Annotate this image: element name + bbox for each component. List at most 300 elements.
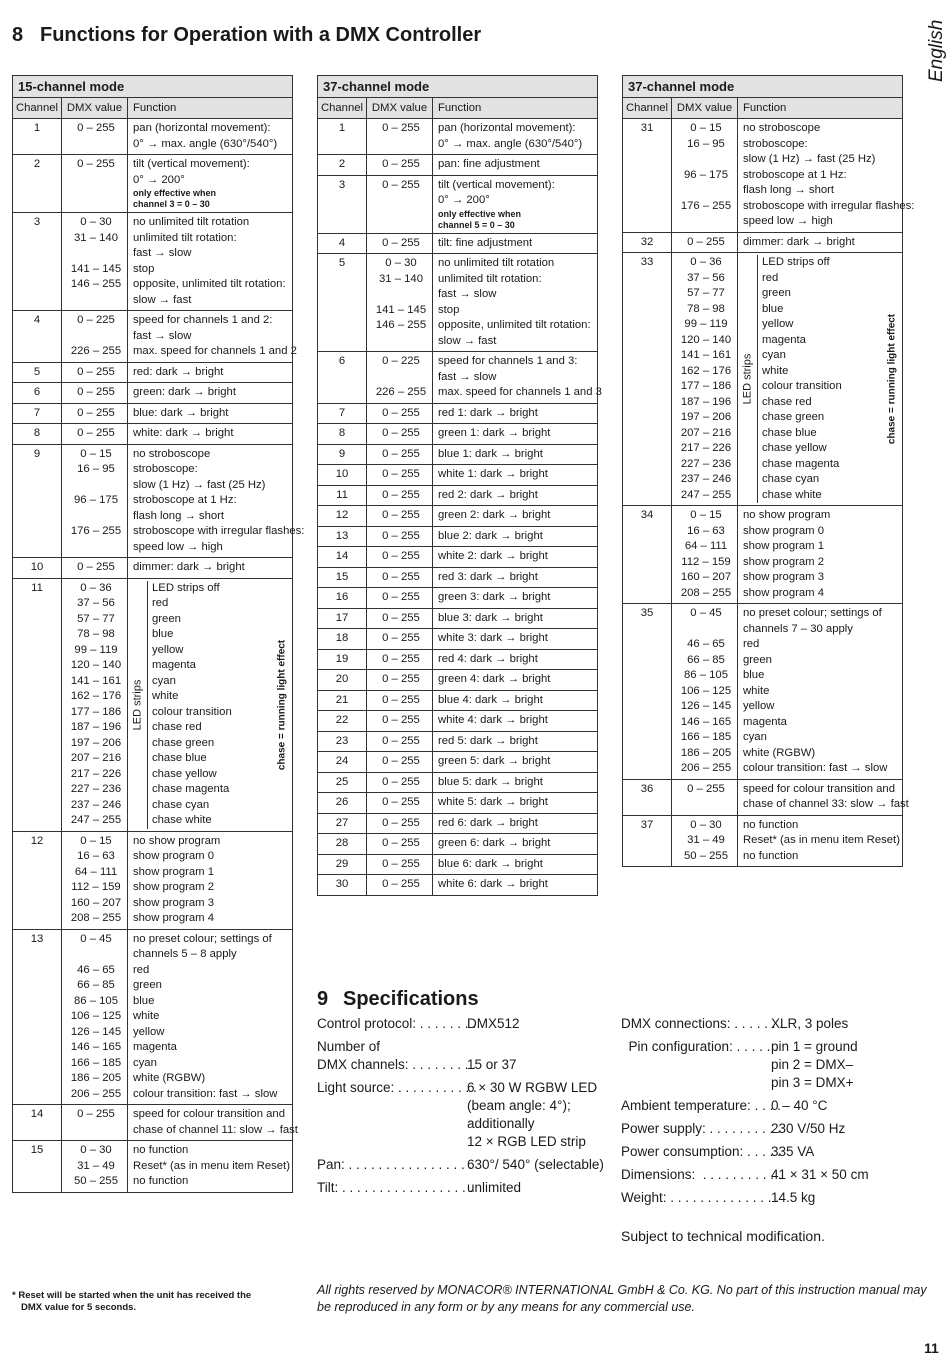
dmx-value: 66 – 85 [77,979,115,991]
function-text: red 6: dark → bright [438,816,538,829]
dmx-value: 141 – 161 [680,349,732,361]
channel-number: 13 [13,930,62,1105]
dmx-value: 208 – 255 [680,586,732,599]
section-title: Functions for Operation with a DMX Controller [40,24,482,46]
function-text: white 6: dark → bright [438,878,548,890]
table-row [13,383,292,404]
function-text: 0° → 200° [133,173,185,186]
dmx-value: 0 – 30 [80,1144,112,1156]
function-cell [128,1141,292,1192]
function-text: chase yellow [762,442,827,454]
function-cell [128,445,304,558]
spec-value: (beam angle: 4°); [467,1098,571,1113]
dmx-value: 16 – 95 [687,137,725,150]
spec-key: Dimensions: . . . . . . . . . . . [621,1167,782,1182]
table-row [318,352,602,404]
spec-value: 14.5 kg [771,1190,816,1205]
table-header [623,98,902,119]
dmx-value-cell [672,780,738,815]
dmx-value: 0 – 30 [690,818,722,831]
dmx-value: 237 – 246 [70,798,122,811]
dmx-value: 0 – 15 [690,509,722,521]
footnote-line: * Reset will be started when the unit has received the [12,1290,252,1301]
dmx-value: 126 – 145 [680,700,732,712]
dmx-value-cell [367,568,433,588]
channel-number: 11 [318,486,367,506]
function-text: fast → slow [133,247,192,259]
section-number: 8 [12,24,24,46]
table-15-channel-mode [12,75,305,1193]
function-text: chase red [762,395,812,408]
dmx-value: 186 – 205 [680,746,732,759]
function-cell [433,650,597,670]
function-text: max. speed for channels 1 and 2 [133,345,297,357]
dmx-value: 0 – 30 [385,257,417,269]
dmx-value: 86 – 105 [684,669,728,681]
table-header [13,98,292,119]
dmx-value: 0 – 255 [382,468,420,480]
function-cell [433,404,597,424]
function-text: yellow [743,700,775,712]
dmx-value-cell [62,832,128,929]
function-text: white (RGBW) [743,746,816,759]
dmx-value [672,214,737,230]
channel-number: 21 [318,691,367,711]
function-text: red [152,597,169,609]
function-text: white 2: dark → bright [438,550,548,562]
function-text: speed low → high [743,215,833,227]
dmx-value: 0 – 255 [77,406,115,419]
function-text: unlimited tilt rotation: [438,272,542,285]
table-row [13,213,292,311]
function-text: magenta [762,333,806,346]
dmx-value [672,183,737,199]
function-cell [433,527,597,547]
dmx-value-cell [367,547,433,567]
function-text: stroboscope at 1 Hz: [133,494,237,506]
dmx-value: 0 – 45 [690,607,722,619]
channel-number: 23 [318,732,367,752]
function-text: speed low → high [133,540,223,553]
dmx-value: 206 – 255 [680,762,732,774]
table-row [13,558,292,579]
dmx-value: 0 – 36 [690,256,722,268]
dmx-value [62,947,127,963]
header-function: Function [438,102,482,114]
channel-number: 15 [318,568,367,588]
section-8-heading [12,24,481,47]
dmx-value: 120 – 140 [680,333,732,346]
dmx-value: 31 – 140 [379,272,423,285]
dmx-value: 226 – 255 [375,386,427,398]
dmx-value [62,293,127,309]
function-cell [433,486,597,506]
channel-number: 13 [318,527,367,547]
channel-number: 22 [318,711,367,731]
function-text: blue [133,994,155,1007]
table-row [318,424,597,445]
function-cell [433,752,597,772]
table-header [318,98,597,119]
function-cell [433,155,597,175]
dmx-value: 120 – 140 [70,659,122,671]
spec-item [317,1038,604,1074]
dmx-value: 177 – 186 [70,705,122,718]
function-text: blue [762,302,784,315]
function-text: blue [152,628,174,640]
function-cell [738,780,909,815]
channel-number: 9 [13,445,62,558]
function-cell [433,670,597,690]
function-text: blue 2: dark → bright [438,529,543,542]
spec-value: additionally [467,1116,535,1131]
dmx-value: 0 – 255 [77,365,115,378]
function-text: no unlimited tilt rotation [133,216,250,228]
dmx-value: 146 – 165 [680,715,732,728]
channel-number: 14 [318,547,367,567]
dmx-value: 0 – 255 [382,488,420,501]
dmx-value: 187 – 196 [680,395,732,408]
table-row [13,311,297,363]
spec-value-group [771,1189,815,1207]
function-text: 0° → 200° [438,194,490,206]
spec-value-group [771,1120,845,1138]
spec-item [317,1079,604,1151]
spec-item [621,1097,869,1115]
function-text: cyan [762,349,786,361]
dmx-value: 0 – 255 [382,570,420,583]
channel-number: 2 [318,155,367,175]
dmx-value: 0 – 255 [382,427,420,439]
dmx-value: 0 – 255 [77,1108,115,1120]
dmx-value: 0 – 36 [80,581,112,594]
dmx-value-cell [367,793,433,813]
function-cell [128,213,292,310]
channel-number: 35 [623,604,672,779]
function-cell [433,793,597,813]
function-text: stroboscope with irregular flashes: [133,525,305,537]
table-row [318,588,597,609]
function-text: no preset colour; settings of [133,932,272,945]
table-row [318,404,597,425]
table-row [623,506,902,604]
table-row [318,486,597,507]
dmx-value: 160 – 207 [70,896,122,909]
dmx-value-cell [367,527,433,547]
dmx-value: 0 – 255 [382,611,420,624]
dmx-value-cell [672,506,738,603]
table-row [13,832,292,930]
table-row [623,253,902,506]
spec-item [317,1156,604,1174]
table-row [318,691,597,712]
dmx-value: 162 – 176 [680,364,732,377]
function-text: Reset* (as in menu item Reset) [743,834,900,846]
dmx-value: 0 – 225 [77,314,115,326]
function-cell [128,832,292,929]
dmx-value-cell [367,670,433,690]
dmx-value: 0 – 255 [382,236,420,249]
spec-value [467,1038,517,1056]
function-text: pan (horizontal movement): [438,122,576,134]
dmx-value: 177 – 186 [680,380,732,392]
function-text: chase white [762,488,822,501]
table-row [13,424,292,445]
led-strips-label-column [128,581,148,829]
dmx-value-cell [367,629,433,649]
dmx-value: 96 – 175 [74,494,118,506]
dmx-value: 126 – 145 [70,1025,122,1038]
channel-number: 6 [13,383,62,403]
dmx-value: 166 – 185 [680,731,732,743]
function-text: green 4: dark → bright [438,673,551,685]
dmx-value: 0 – 15 [80,834,112,847]
dmx-value-cell [367,465,433,485]
channel-number: 10 [318,465,367,485]
channel-number: 3 [318,176,367,233]
dmx-value: 37 – 56 [687,271,725,284]
channel-number: 9 [318,445,367,465]
footnote-line: DMX value for 5 seconds. [21,1302,137,1313]
dmx-value: 146 – 255 [375,319,427,331]
dmx-value-cell [367,711,433,731]
dmx-value: 0 – 15 [80,447,112,460]
table-row [318,670,597,691]
dmx-value: 247 – 255 [680,488,732,501]
dmx-value-cell [367,234,433,254]
channel-number: 20 [318,670,367,690]
function-text: LED strips off [762,256,830,268]
function-text: white: dark → bright [133,427,234,439]
function-text: green 1: dark → bright [438,427,551,439]
function-text: blue [743,669,765,681]
dmx-value: 0 – 255 [382,734,420,747]
function-text: fast → slow [133,329,192,342]
table-row [318,234,597,255]
table-row [318,855,597,876]
dmx-value-cell [62,363,128,383]
dmx-value: 141 – 145 [375,303,427,316]
dmx-value: 0 – 255 [77,158,115,170]
dmx-value: 16 – 63 [77,850,115,862]
dmx-value-cell [367,254,433,351]
led-function-list [152,581,232,829]
function-text: red 1: dark → bright [438,406,538,419]
function-cell [738,253,902,505]
function-text: tilt: fine adjustment [438,236,533,249]
channel-number: 37 [623,816,672,867]
chase-label: chase = running light effect [276,639,288,770]
dmx-value [62,540,127,556]
dmx-value: 0 – 255 [382,796,420,808]
function-text: stroboscope at 1 Hz: [743,168,847,181]
function-text: yellow [152,643,184,656]
function-text: blue 6: dark → bright [438,857,543,870]
channel-number: 6 [318,352,367,403]
dmx-value: 237 – 246 [680,473,732,485]
function-text: slow → fast [438,334,497,347]
dmx-value: 96 – 175 [684,168,728,181]
dmx-value: 16 – 63 [687,524,725,537]
dmx-value: 106 – 125 [680,684,732,697]
dmx-value: 0 – 225 [382,355,420,367]
function-text: chase magenta [152,783,230,795]
channel-number: 26 [318,793,367,813]
function-text: white [133,1010,160,1022]
function-text: green 5: dark → bright [438,755,551,767]
channel-number: 36 [623,780,672,815]
function-text: no function [743,849,799,862]
function-text: fast → slow [438,370,497,383]
function-text: green 3: dark → bright [438,591,551,603]
table-37-channel-mode-part1 [317,75,602,896]
function-text: no show program [743,509,831,521]
function-note: channel 3 = 0 – 30 [133,199,210,209]
specifications-right [621,1015,869,1212]
function-cell [433,119,597,154]
table-row [318,752,597,773]
dmx-value: 0 – 255 [687,235,725,248]
reset-footnote [12,1290,251,1314]
function-text: white [762,364,789,377]
function-text: red 2: dark → bright [438,488,538,501]
header-function: Function [133,102,177,114]
table-title: 15-channel mode [13,76,292,98]
dmx-value: 57 – 77 [77,612,115,625]
dmx-value-cell [367,352,433,403]
dmx-value-cell [62,1105,128,1140]
function-text: green: dark → bright [133,386,236,398]
dmx-value: 0 – 45 [80,932,112,945]
function-text: Reset* (as in menu item Reset) [133,1159,290,1172]
dmx-value: 186 – 205 [70,1072,122,1084]
function-note: only effective when [133,188,217,198]
function-text: speed for colour transition and [133,1108,285,1120]
dmx-value-cell [62,558,128,578]
function-text: green [743,653,772,666]
function-cell [738,816,902,867]
channel-number: 2 [13,155,62,212]
function-cell [433,834,597,854]
channel-number: 17 [318,609,367,629]
dmx-value: 0 – 255 [382,158,420,170]
dmx-value-cell [367,691,433,711]
dmx-value: 106 – 125 [70,1010,122,1022]
spec-value-group [467,1038,517,1074]
function-text: no show program [133,834,221,847]
function-cell [433,465,597,485]
function-text: chase green [762,411,825,423]
function-text: speed for colour transition and [743,782,895,795]
spec-key: DMX connections: . . . . . . . [621,1016,784,1031]
dmx-value: 197 – 206 [70,736,122,749]
function-text: no function [133,1144,189,1156]
function-text: pan: fine adjustment [438,158,540,170]
dmx-value: 217 – 226 [680,442,732,454]
function-text: no stroboscope [743,122,821,134]
function-text: show program 0 [743,524,824,537]
function-cell [433,875,597,895]
function-cell [433,711,597,731]
dmx-value: 0 – 255 [382,673,420,685]
function-text: show program 2 [743,555,824,568]
dmx-value-cell [367,650,433,670]
dmx-value-cell [62,383,128,403]
dmx-value: 0 – 255 [382,775,420,788]
function-text: channels 5 – 8 apply [133,948,237,960]
spec-value: 230 V/50 Hz [771,1121,846,1136]
function-cell [433,691,597,711]
dmx-value-cell [367,424,433,444]
function-text: chase green [152,736,215,749]
function-text: white 5: dark → bright [438,796,548,808]
table-row [318,547,597,568]
function-text: magenta [133,1041,177,1053]
function-text: stroboscope with irregular flashes: [743,199,915,212]
dmx-value-cell [62,930,128,1105]
dmx-value: 162 – 176 [70,690,122,702]
dmx-value-cell [367,445,433,465]
spec-key: Weight: . . . . . . . . . . . . . . . [621,1190,780,1205]
table-row [318,629,597,650]
function-text: show program 3 [133,896,214,909]
function-text: colour transition [762,380,842,392]
function-text: cyan [743,731,767,743]
dmx-value: 0 – 255 [382,178,420,191]
function-text: colour transition [152,705,232,718]
function-text: red: dark → bright [133,365,224,378]
dmx-value: 176 – 255 [680,199,732,212]
table-row [318,527,597,548]
function-note: only effective when [438,208,522,219]
function-text: tilt (vertical movement): [133,158,250,170]
function-text: tilt (vertical movement): [438,178,555,191]
function-text: show program 3 [743,571,824,583]
dmx-value: 0 – 255 [382,693,420,706]
channel-number: 8 [13,424,62,444]
dmx-value: 46 – 65 [687,638,725,650]
dmx-value: 141 – 145 [70,262,122,275]
dmx-value: 0 – 255 [382,857,420,870]
dmx-value: 160 – 207 [680,571,732,583]
spec-value: pin 3 = DMX+ [771,1075,854,1090]
dmx-value: 0 – 255 [382,837,420,849]
table-row [318,445,597,466]
dmx-value-cell [62,155,128,212]
spec-item [621,1038,869,1092]
channel-number: 30 [318,875,367,895]
function-text: chase yellow [152,767,217,780]
dmx-value-cell [367,506,433,526]
section-number: 9 [317,988,329,1010]
function-cell [433,176,597,233]
function-text: no stroboscope [133,447,211,460]
dmx-value: 46 – 65 [77,963,115,976]
dmx-value: 0 – 255 [382,529,420,542]
dmx-value: 146 – 165 [70,1041,122,1053]
channel-number: 7 [318,404,367,424]
function-cell [128,930,292,1105]
function-text: yellow [133,1025,165,1038]
function-text: chase of channel 11: slow → fast [133,1123,298,1136]
table-row [318,609,597,630]
dmx-value [62,509,127,525]
dmx-value: 0 – 255 [77,427,115,439]
channel-number: 5 [13,363,62,383]
table-row [318,176,597,234]
table-row [13,445,305,559]
dmx-value [672,152,737,168]
